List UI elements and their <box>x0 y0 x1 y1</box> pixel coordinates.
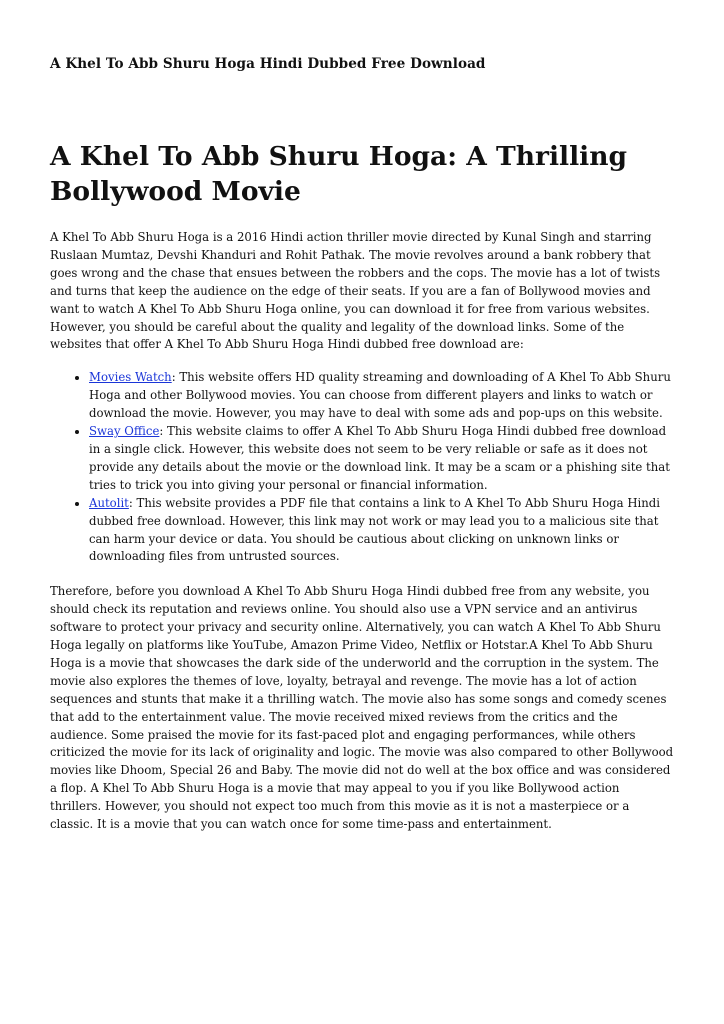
autolit-description: : This website provides a PDF file that contains a link to A Khel To Abb Shuru Hoga Hindi dubbed free download. However, this link may not work or may lead you to a malicious site that can harm your device or data. You should be cautious about clicking on unknown links or downloading files from untrusted sources. <box>89 495 661 564</box>
conclusion-paragraph: Therefore, before you download A Khel To Abb Shuru Hoga Hindi dubbed free from any website, you should check its reputation and reviews online. You should also use a VPN service and an antivirus software to protect your privacy and security online. Alternatively, you can watch A Khel To Abb Shuru Hoga legally on platforms like YouTube, Amazon Prime Video, Netflix or Hotstar.A Khel To Abb Shuru Hoga is a movie that showcases the dark side of the underworld and the corruption in the system. The movie also explores the themes of love, loyalty, betrayal and revenge. The movie has a lot of action sequences and stunts that make it a thrilling watch. The movie also has some songs and comedy scenes that add to the entertainment value. The movie received mixed reviews from the critics and the audience. Some praised the movie for its fast-paced plot and engaging performances, while others criticized the movie for its lack of originality and logic. The movie was also compared to other Bollywood movies like Dhoom, Special 26 and Baby. The movie did not do well at the box office and was considered a flop. A Khel To Abb Shuru Hoga is a movie that may appeal to you if you like Bollywood action thrillers. However, you should not expect too much from this movie as it is not a masterpiece or a classic. It is a movie that you can watch once for some time-pass and entertainment. <box>50 584 674 832</box>
movies-watch-link[interactable]: Movies Watch <box>89 370 172 385</box>
autolit-link[interactable]: Autolit <box>89 495 129 510</box>
list-item-sway-office <box>89 423 674 495</box>
article-body <box>50 229 674 849</box>
sway-office-link[interactable]: Sway Office <box>89 424 160 439</box>
list-item-movies-watch <box>89 369 674 423</box>
movies-watch-description: : This website offers HD quality streaming and downloading of A Khel To Abb Shuru Hoga and other Bollywood movies. You can choose from different players and links to watch or download the movie. However, you may have to deal with some ads and pop-ups on this website. <box>89 370 671 421</box>
sway-office-description: : This website claims to offer A Khel To Abb Shuru Hoga Hindi dubbed free download in a single click. However, this website does not seem to be very reliable or safe as it does not provide any details about the movie or the download link. It may be a scam or a phishing site that tries to trick you into giving your personal or financial information. <box>89 424 670 492</box>
page-header: A Khel To Abb Shuru Hoga Hindi Dubbed Free Download <box>50 56 486 72</box>
list-item-autolit <box>89 495 674 567</box>
intro-paragraph: A Khel To Abb Shuru Hoga is a 2016 Hindi action thriller movie directed by Kunal Singh and starring Ruslaan Mumtaz, Devshi Khanduri and Rohit Pathak. The movie revolves around a bank robbery that goes wrong and the chase that ensues between the robbers and the cops. The movie has a lot of twists and turns that keep the audience on the edge of their seats. If you are a fan of Bollywood movies and want to watch A Khel To Abb Shuru Hoga online, you can download it for free from various websites. However, you should be careful about the quality and legality of the download links. Some of the websites that offer A Khel To Abb Shuru Hoga Hindi dubbed free download are: <box>50 230 661 352</box>
website-list <box>50 369 674 566</box>
article-title: A Khel To Abb Shuru Hoga: A Thrilling Bollywood Movie <box>50 141 628 207</box>
